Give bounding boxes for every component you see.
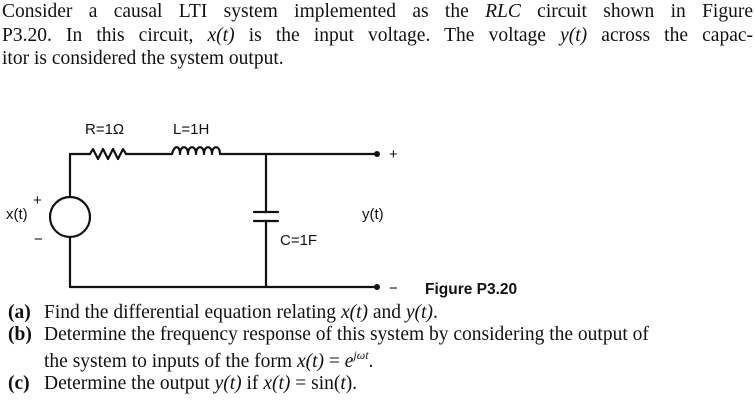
part-c	[0, 373, 755, 395]
problem-parts	[0, 302, 755, 394]
intro-yt: y(t)	[560, 24, 588, 46]
intro-text: itor is considered the system output.	[2, 48, 284, 69]
part-label: (a)	[8, 302, 31, 323]
intro-text: P3.20. In this circuit,	[2, 24, 208, 46]
intro-rlc: RLC	[485, 1, 521, 22]
part-text: Find the differential equation relating x(t) and y(t).	[44, 302, 438, 323]
figure-caption: Figure P3.20	[425, 281, 518, 298]
intro-text: Consider a causal LTI system implemented as the	[2, 1, 486, 22]
inductor-symbol	[172, 147, 220, 154]
inductor-label: L=1H	[173, 121, 210, 138]
source-plus-sign: +	[33, 192, 42, 209]
part-a	[0, 302, 755, 324]
part-text: Determine the output y(t) if x(t) = sin(t).	[44, 372, 358, 394]
part-text-line-1: Determine the frequency response of this system by considering the output of	[44, 323, 649, 345]
part-b	[0, 324, 755, 373]
intro-text: across the capac-	[587, 24, 754, 46]
resistor-label: R=1Ω	[85, 121, 125, 138]
intro-text: circuit shown in Figure	[520, 1, 753, 22]
output-plus-sign: +	[389, 146, 398, 163]
part-text-line-2: the system to inputs of the form $x(t) = e^{j\omega t}$.	[44, 348, 374, 372]
output-minus-sign: −	[389, 280, 398, 297]
output-terminal-bottom	[374, 284, 380, 290]
capacitor-label: C=1F	[280, 232, 318, 249]
voltage-source-symbol	[50, 197, 90, 237]
source-label: x(t)	[6, 206, 28, 223]
intro-text: is the input voltage. The voltage	[234, 24, 561, 46]
source-minus-sign: −	[34, 231, 43, 248]
resistor-symbol	[90, 149, 126, 159]
output-label: y(t)	[362, 206, 384, 223]
part-label: (c)	[8, 372, 30, 394]
intro-xt: x(t)	[207, 24, 235, 46]
output-terminal-top	[374, 151, 380, 157]
part-label: (b)	[8, 323, 32, 345]
